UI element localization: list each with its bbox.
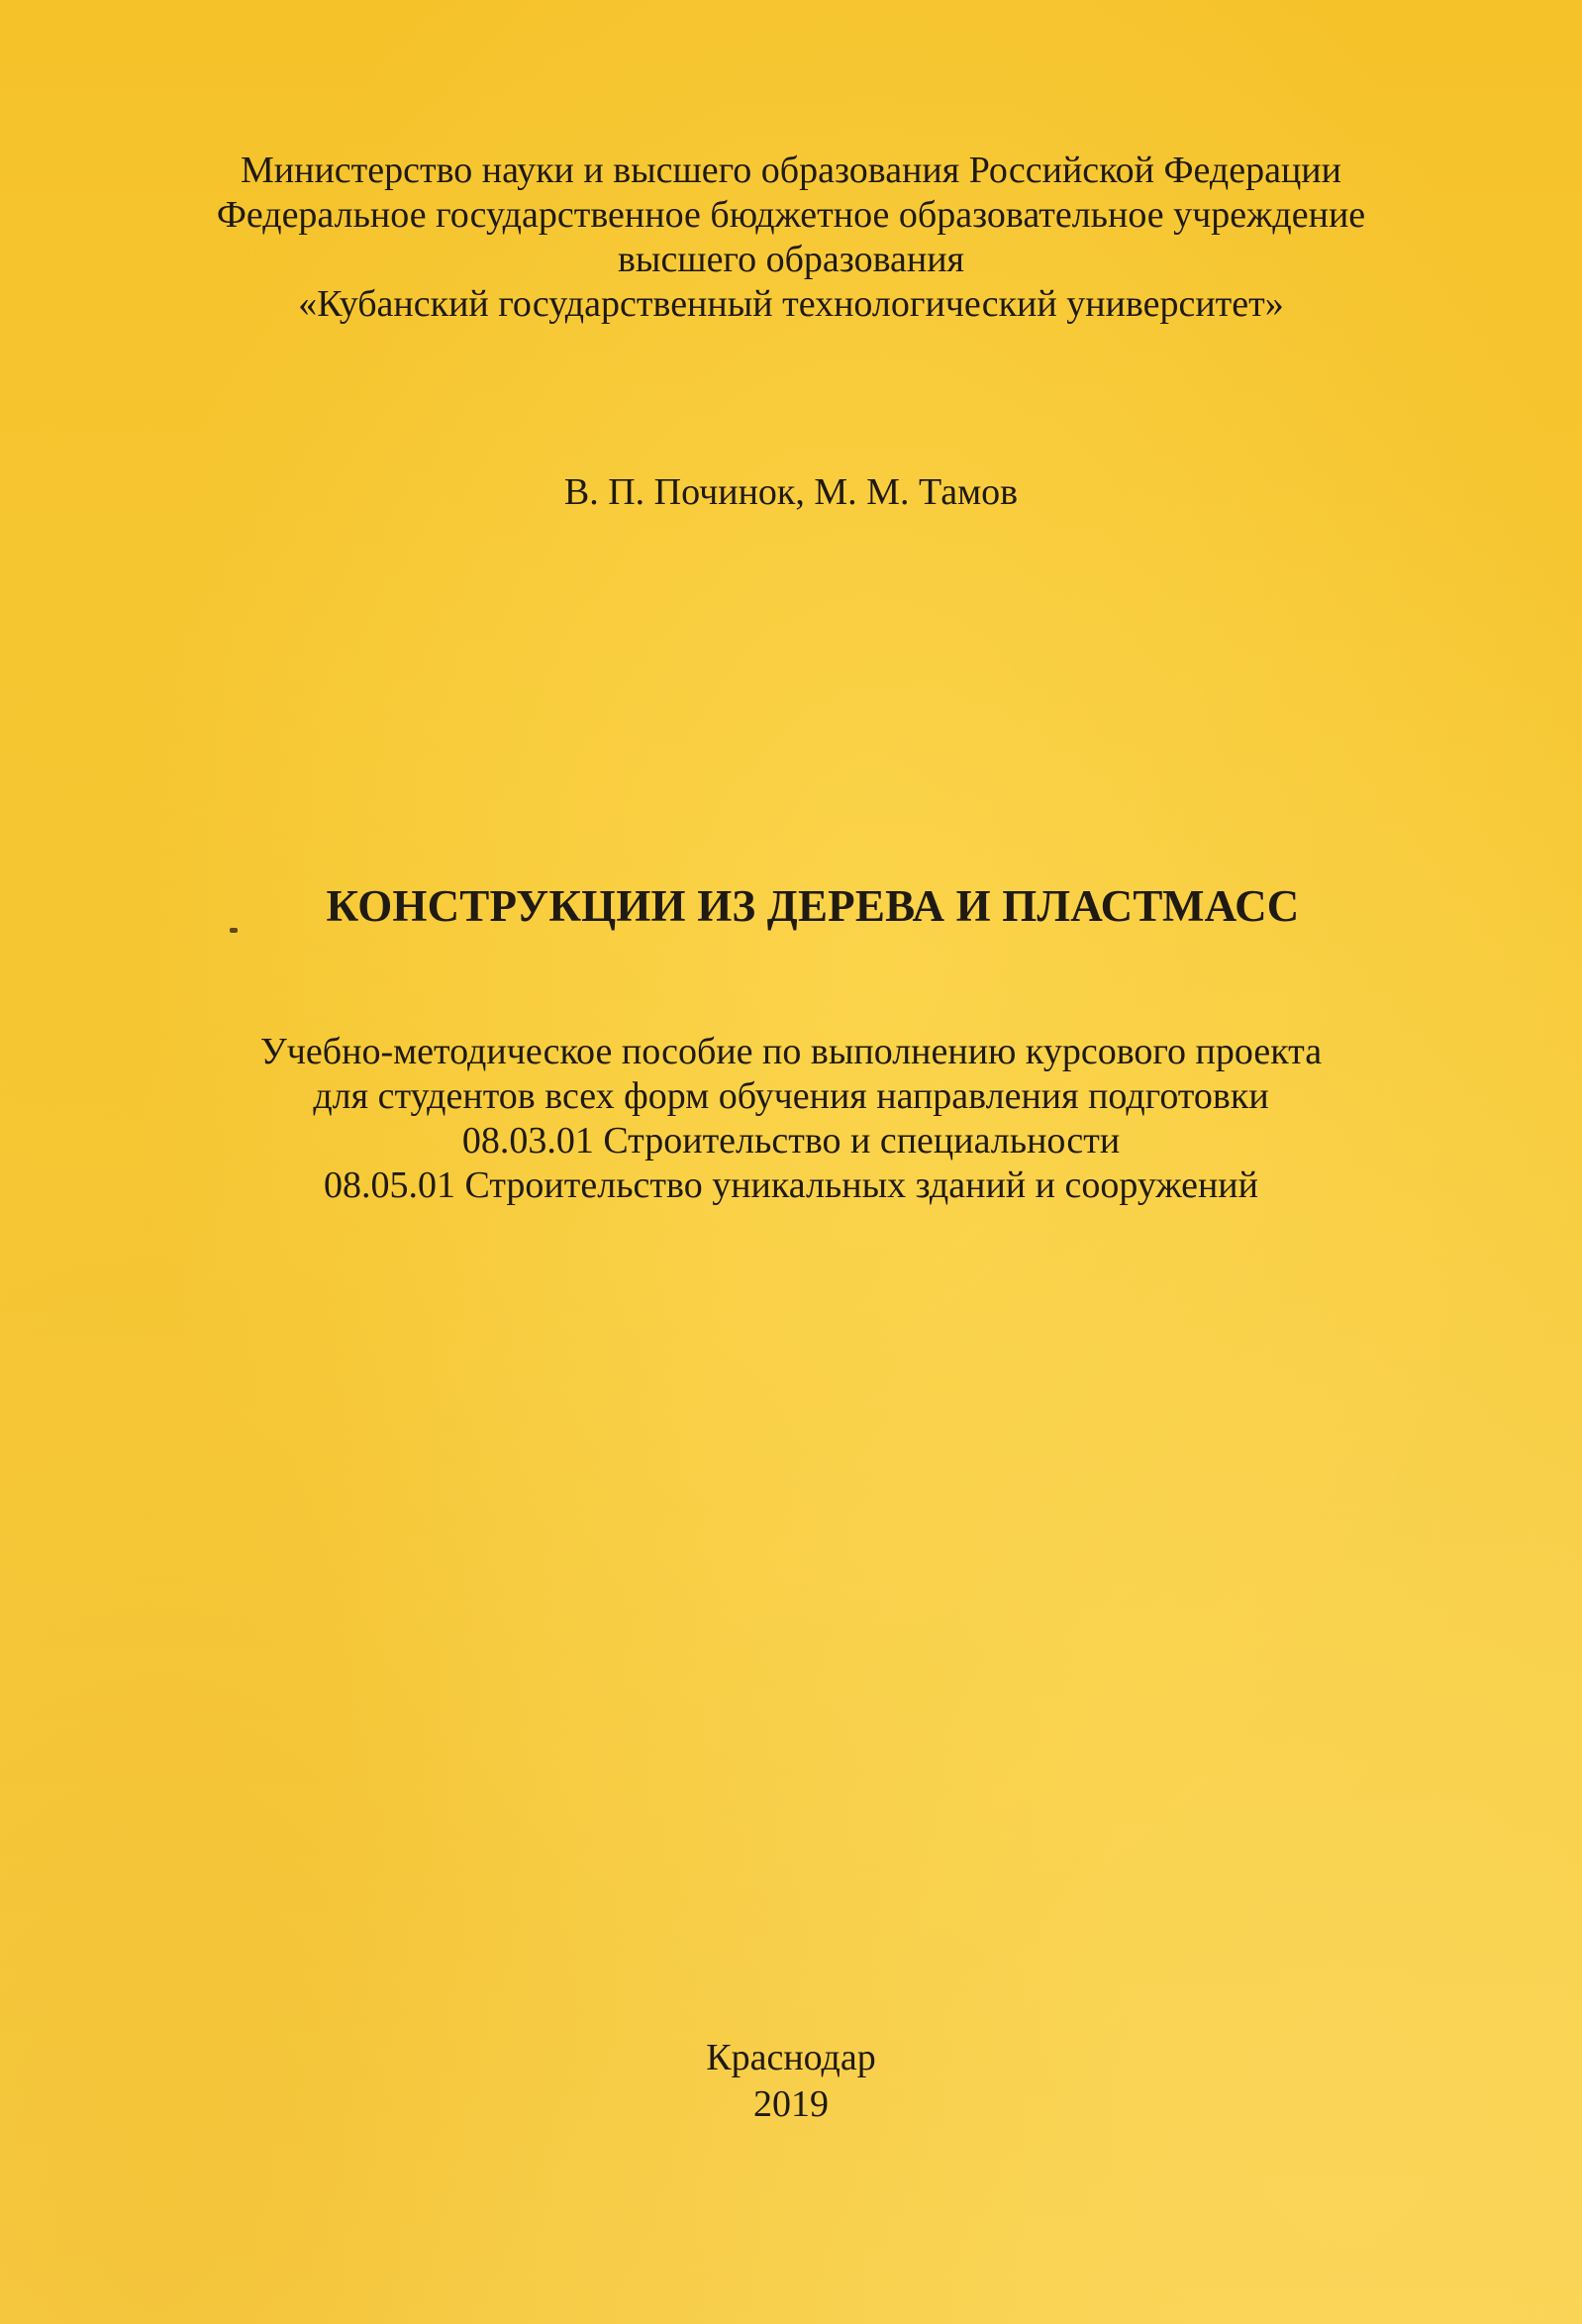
authors-text: В. П. Починок, М. М. Тамов bbox=[563, 471, 1019, 513]
institution-header bbox=[0, 149, 1582, 327]
ministry-line: Министерство науки и высшего образования Российской Федерации bbox=[241, 150, 1341, 191]
subtitle-line-3: 08.03.01 Строительство и специальности bbox=[461, 1120, 1121, 1162]
subtitle-line-1: Учебно-методическое пособие по выполнению курсового проекта bbox=[259, 1031, 1323, 1072]
imprint bbox=[0, 2035, 1582, 2128]
year: 2019 bbox=[753, 2083, 829, 2125]
book-title-text: КОНСТРУКЦИИ ИЗ ДЕРЕВА И ПЛАСТМАСС bbox=[326, 881, 1300, 931]
subtitle-line-2: для студентов всех форм обучения направления подготовки bbox=[313, 1075, 1269, 1117]
authors bbox=[0, 469, 1582, 515]
subtitle-line-4: 08.05.01 Строительство уникальных зданий и сооружений bbox=[324, 1164, 1258, 1206]
book-title bbox=[22, 879, 1582, 933]
education-level-line: высшего образования bbox=[617, 239, 965, 280]
institution-type-line: Федеральное государственное бюджетное образовательное учреждение bbox=[216, 194, 1366, 236]
book-subtitle bbox=[0, 1030, 1582, 1208]
city: Краснодар bbox=[706, 2037, 876, 2078]
university-name-line: «Кубанский государственный технологический университет» bbox=[298, 283, 1284, 325]
